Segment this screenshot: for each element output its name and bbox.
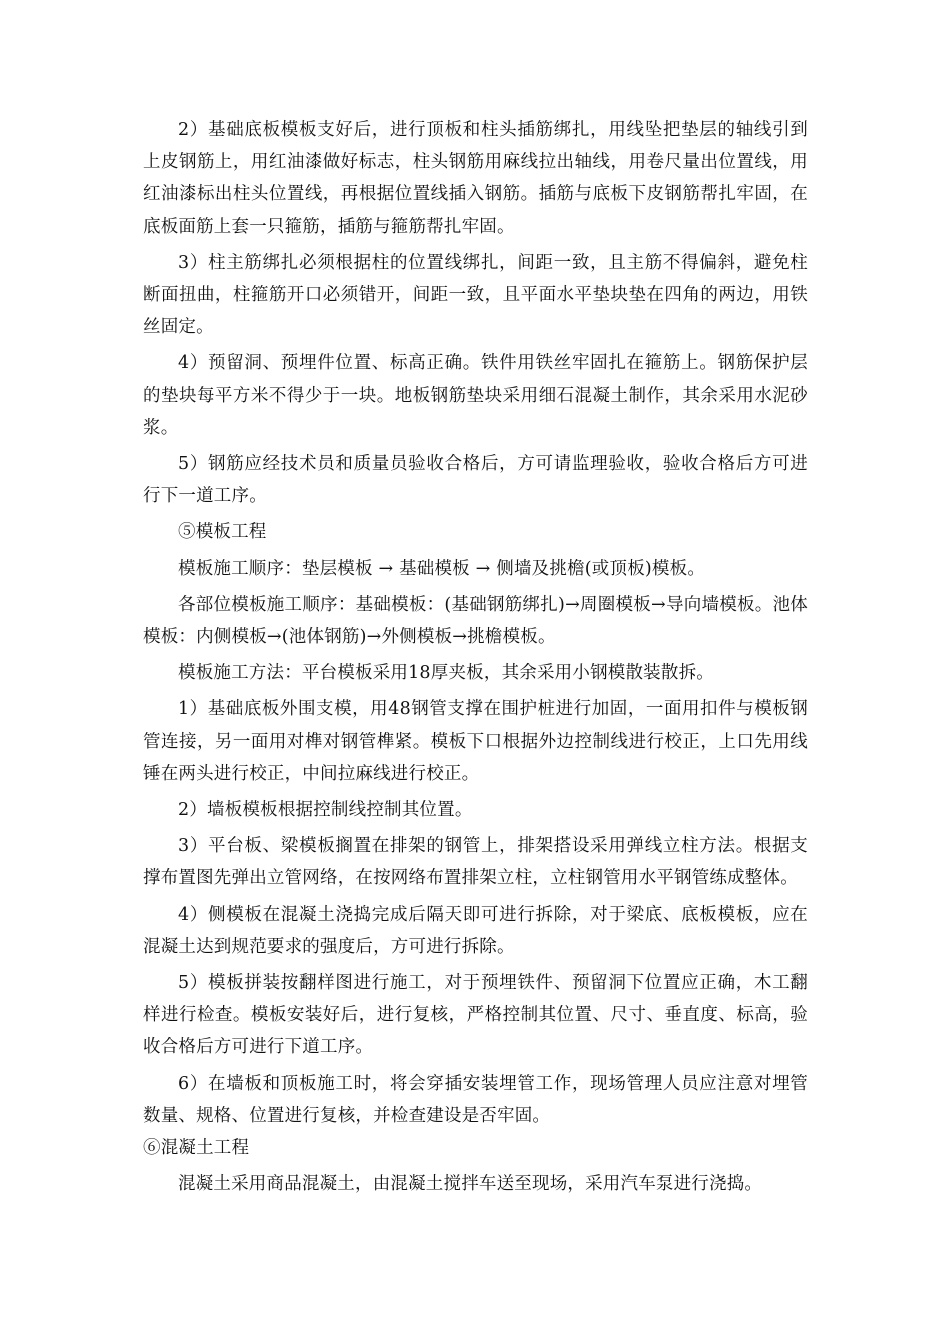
paragraph-formwork-step-3: 3）平台板、梁模板搁置在排架的钢管上，排架搭设采用弹线立柱方法。根据支撑布置图先弹出立管网络，在按网络布置排架立柱，立柱钢管用水平钢管练成整体。 [143, 836, 808, 889]
paragraph-formwork-step-6: 6）在墙板和顶板施工时，将会穿插安装埋管工作，现场管理人员应注意对埋管数量、规格、位置进行复核，并检查建设是否牢固。 [143, 1073, 808, 1126]
paragraph-formwork-step-4: 4）侧模板在混凝土浇捣完成后隔天即可进行拆除，对于梁底、底板模板，应在混凝土达到规范要求的强度后，方可进行拆除。 [143, 904, 808, 957]
paragraph-rebar-step-4: 4）预留洞、预埋件位置、标高正确。铁件用铁丝牢固扎在箍筋上。钢筋保护层的垫块每平方米不得少于一块。地板钢筋垫块采用细石混凝土制作，其余采用水泥砂浆。 [143, 353, 808, 438]
paragraph-formwork-step-1: 1）基础底板外围支模，用48钢管支撑在围护桩进行加固，一面用扣件与模板钢管连接，另一面用对榫对钢管榫紧。模板下口根据外边控制线进行校正，上口先用线锤在两头进行校正，中间拉麻线进行校正。 [143, 699, 808, 784]
paragraph-concrete-supply: 混凝土采用商品混凝土，由混凝土搅拌车送至现场，采用汽车泵进行浇捣。 [178, 1174, 763, 1195]
document-body [143, 114, 808, 1201]
paragraph-formwork-step-2: 2）墙板模板根据控制线控制其位置。 [178, 800, 473, 821]
paragraph-formwork-step-5: 5）模板拼装按翻样图进行施工，对于预埋铁件、预留洞下位置应正确，木工翻样进行检查。模板安装好后，进行复核，严格控制其位置、尺寸、垂直度、标高，验收合格后方可进行下道工序。 [143, 973, 808, 1058]
section-heading-formwork: ⑤模板工程 [178, 522, 267, 543]
paragraph-rebar-step-5: 5）钢筋应经技术员和质量员验收合格后，方可请监理验收，验收合格后方可进行下一道工序。 [143, 454, 808, 507]
paragraph-rebar-step-2: 2）基础底板模板支好后，进行顶板和柱头插筋绑扎，用线坠把垫层的轴线引到上皮钢筋上，用红油漆做好标志，柱头钢筋用麻线拉出轴线，用卷尺量出位置线，用红油漆标出柱头位置线，再根据位置线插入钢筋。插筋与底板下皮钢筋帮扎牢固，在底板面筋上套一只箍筋，插筋与箍筋帮扎牢固。 [143, 120, 808, 237]
paragraph-formwork-method: 模板施工方法：平台模板采用18厚夹板，其余采用小钢模散装散拆。 [178, 663, 714, 684]
paragraph-formwork-part-sequence: 各部位模板施工顺序：基础模板：(基础钢筋绑扎)→周圈模板→导向墙模板。池体模板：内侧模板→(池体钢筋)→外侧模板→挑檐模板。 [143, 594, 808, 648]
section-heading-concrete: ⑥混凝土工程 [143, 1138, 250, 1159]
paragraph-rebar-step-3: 3）柱主筋绑扎必须根据柱的位置线绑扎，间距一致，且主筋不得偏斜，避免柱断面扭曲，柱箍筋开口必须错开，间距一致，且平面水平垫块垫在四角的两边，用铁丝固定。 [143, 252, 808, 338]
paragraph-formwork-sequence: 模板施工顺序：垫层模板 → 基础模板 → 侧墙及挑檐(或顶板)模板。 [178, 558, 706, 579]
